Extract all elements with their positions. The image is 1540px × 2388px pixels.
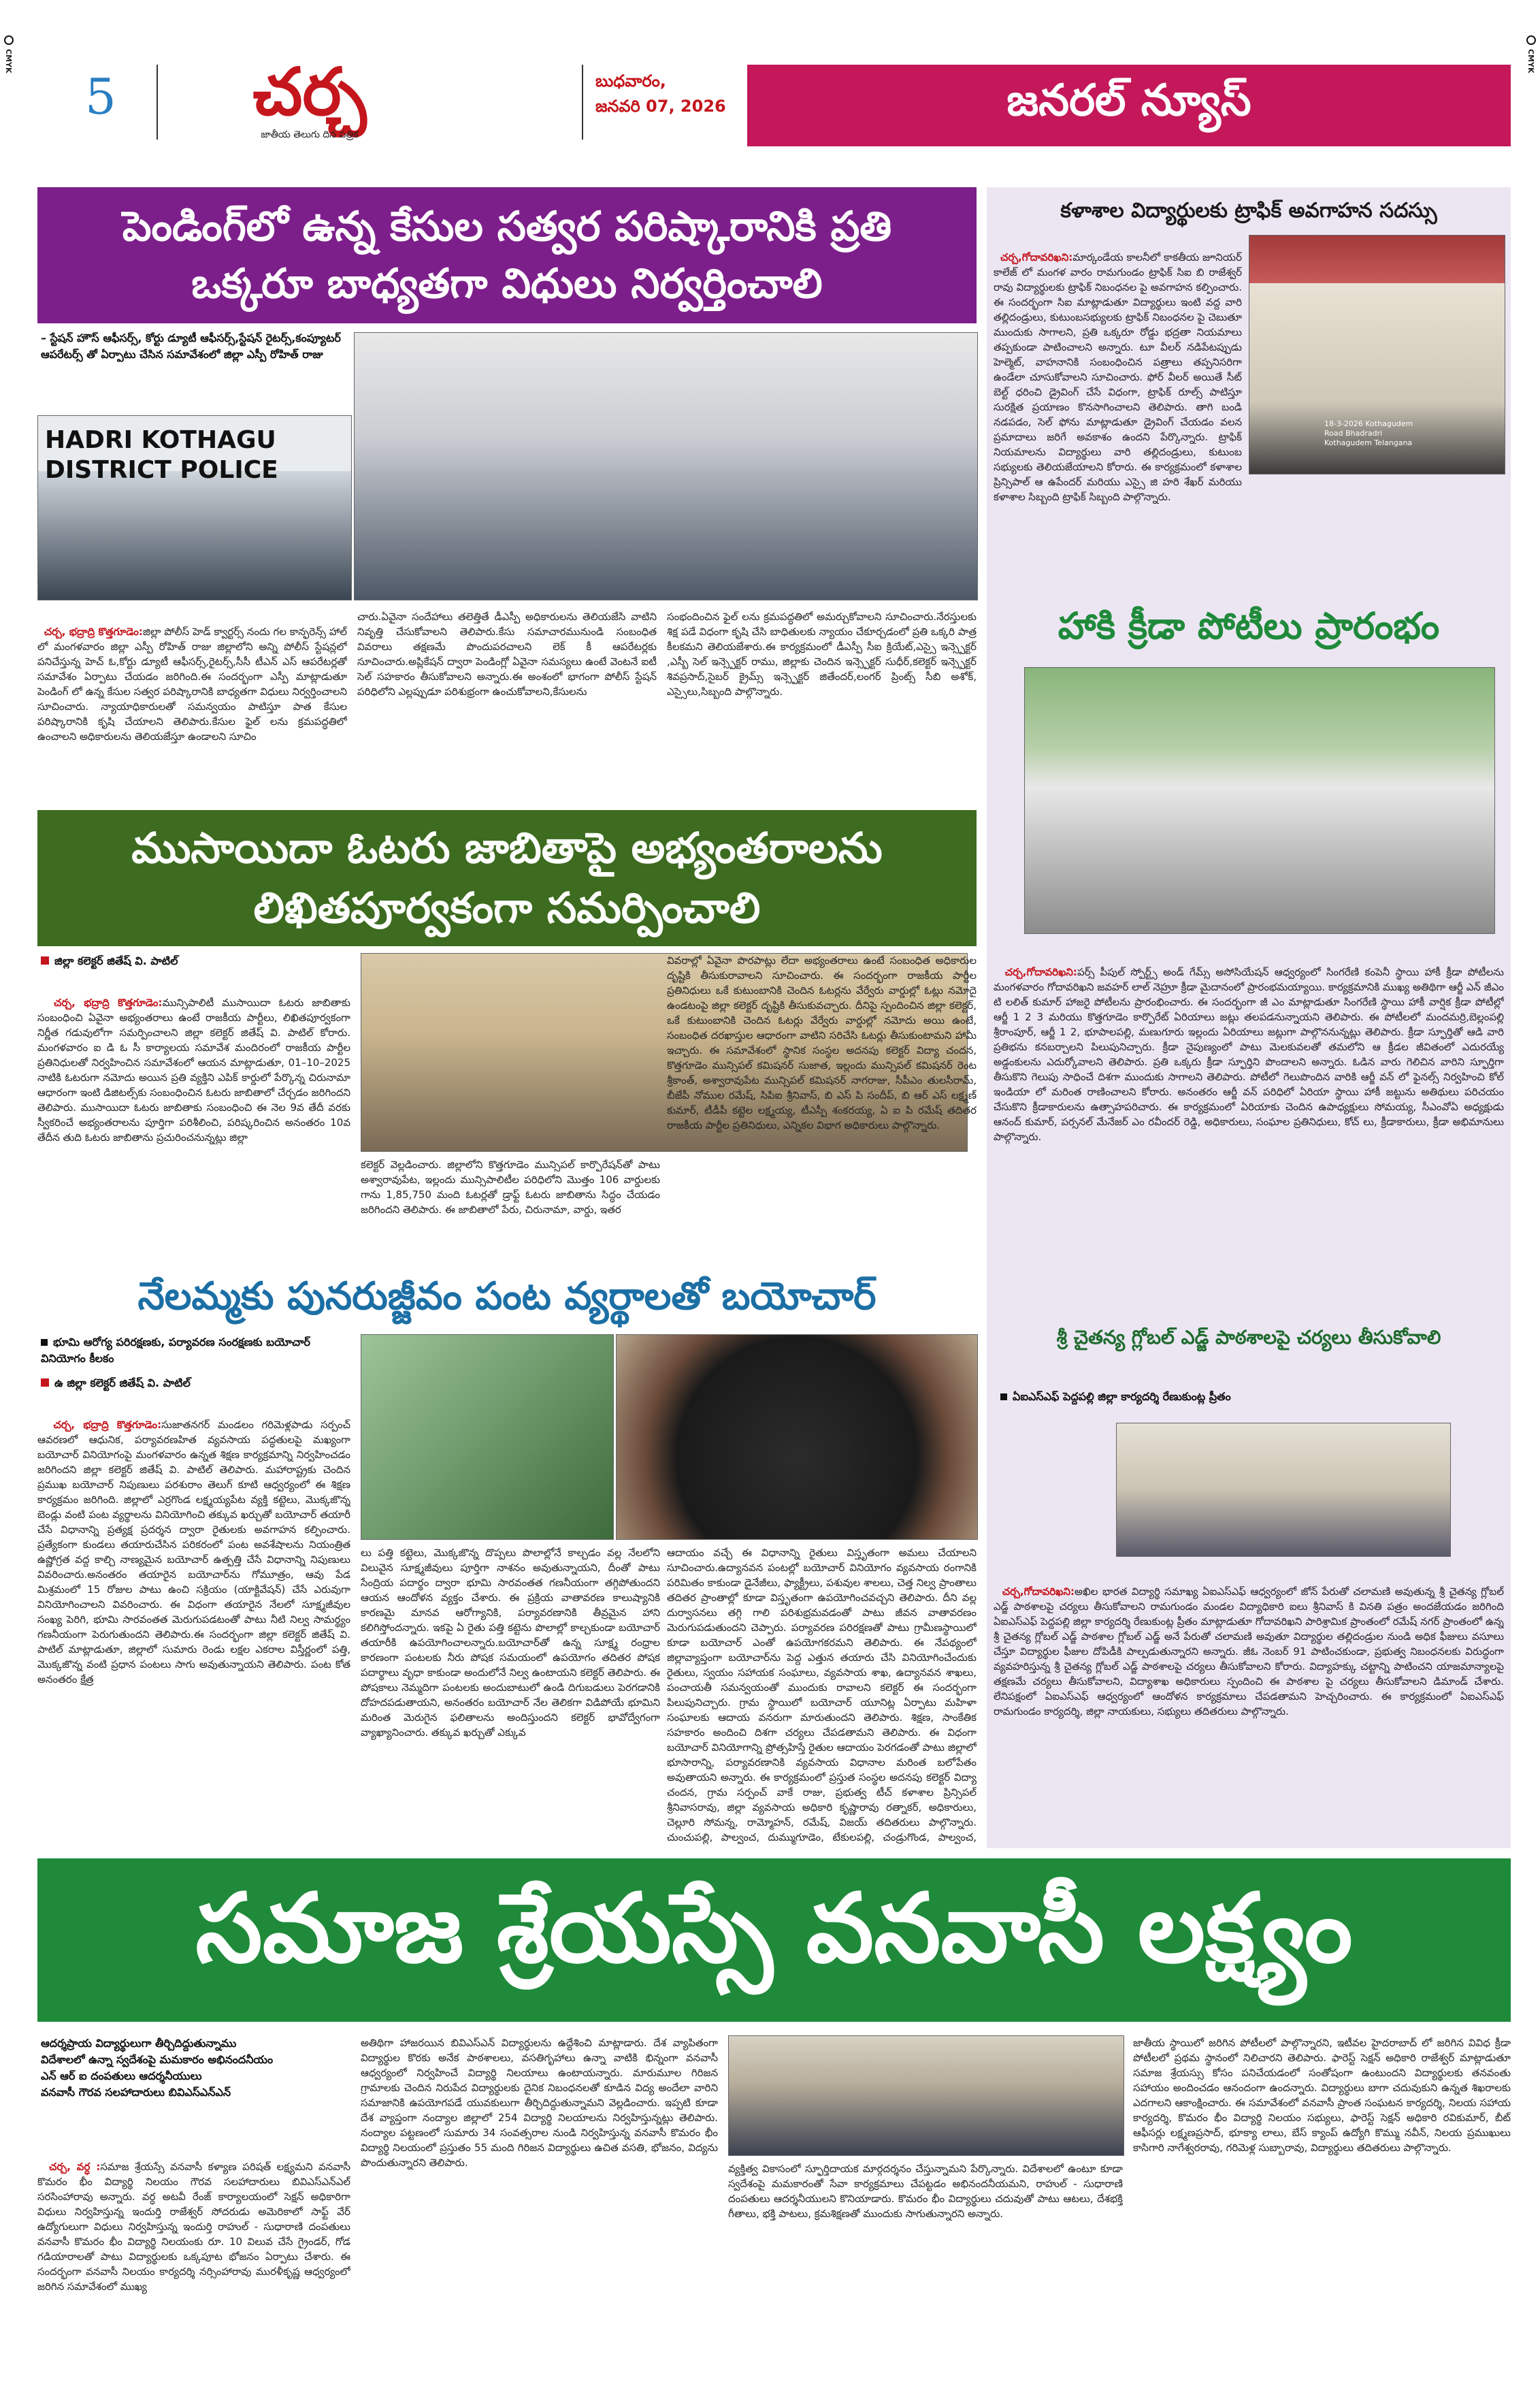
logo-text: చర్చ: [252, 54, 367, 130]
page-number: 5: [85, 68, 116, 125]
story4-col4: జాతీయ స్థాయిలో జరిగిన పోటీలలో పాల్గొన్నారని, ఇటీవల హైదరాబాద్ లో జరిగిన వివిధ క్రీడా పోటీలలో ప్రథమ స్థానంలో నిలిచారని తెలిపారు. ఫారెస్ట్ సెక్షన్ అధికారి రాజేశ్వర్ మాట్లాడుతూ సమాజ శ్రేయస్సు కోసం పనిచేయడంలో సంతోషంగా ఉంటుందని విద్యార్థులకు తనవంతు సహాయం అందించడం ఆనందంగా ఉందన్నారు. విద్యార్థులు బాగా చదువుకుని ఉన్నత శిఖరాలకు ఎదగాలని ఆకాంక్షించారు. ఈ సమావేశంలో వనవాసీ ప్రాంత సంఘటన కార్యదర్శి, నిలయ సహాయ కార్యదర్శి, కొమరం భీం విద్యార్థి నిలయం సభ్యులు, ఫారెస్ట్ సెక్షన్ అధికారి రవికుమార్, బీట్ ఆఫీసర్లు లక్ష్మణప్రసాద్, భూక్యా లాలు, బేస్ క్యాంప్ ఉద్యోగి కొమ్ము నవీన్, నిలయ ప్రముఖులు కాసిగారి నాగేశ్వరరావు, గరిమెళ్ల సుబ్బారావు, విద్యార్థులు తదితరులు పాల్గొన్నారు.: [1133, 2037, 1511, 2154]
story3-col2: లు పత్తి కట్టెలు, మొక్కజొన్న దొప్పలు పొలాల్లోనే కాల్చడం వల్ల నేలలోని విలువైన సూక్ష్మజీవులు పూర్తిగా నాశనం అవుతున్నాయని, దీంతో పాటు సేంద్రియ పదార్థం ద్వారా భూమి సారవంతత గణనీయంగా తగ్గిపోతుందని ఆయన ఆందోళన వ్యక్తం చేశారు. ఈ ప్రక్రియ వాతావరణ కాలుష్యానికి కారణమై మానవ ఆరోగ్యానికి, పర్యావరణానికి తీవ్రమైన హాని కలిగిస్తోందన్నారు. ఇకపై ఏ రైతు పత్తి కట్టెను పొలాల్లో కాల్చకుండా బయోచార్ తయారీకి ఉపయోగించాలన్నారు.బయోచార్‌తో ఉన్న సూక్ష్మ రంధ్రాల కారణంగా పంటలకు నీరు పోషక సమయంలో ఉపయోగం తదితర పోషక పదార్థాలు వృధా కాకుండా అందులోనే నిల్వ ఉంటాయని కలెక్టర్ తెలిపారు. ఈ పోషకాలు నెమ్మదిగా పంటలకు అందుబాటులో ఉండి దిగుబడులు పెరగడానికి దోహదపడుతాయని, అనంతరం బయోచార్ నేల తెలికగా విడిపోయే భూమిని మరింత మెరుగైన ఫలితాలను అందిస్తుందని కలెక్టర్ భావోద్వేగంగా వ్యాఖ్యానించారు. తక్కువ ఖర్చుతో ఎక్కువ: [361, 1547, 660, 1739]
story1-col2: చారు.ఏవైనా సందేహాలు తలెత్తితే డీఎస్పీ అధికారులను తెలియజేసి వాటిని నివృత్తి చేసుకోవాలని తెలిపారు.కేసు సమాచారమునుండి సంబంధిత వివరాలు తక్షణమే పొందుపరచాలని లెక్ కీ ఆపరేటర్లకు సూచించారు.అప్లికేషన్ ద్వారా పెండింగ్లో ఏవైనా సమస్యలు ఉంటే వెంటనే ఐటీ సెల్ సహకారం తీసుకోవాలని అన్నారు.ఈ అంశంలో భాగంగా పోలీస్ స్టేషన్ పరిధిలోని ఎల్లప్పుడూ పరిశుభ్రంగా ఉంచుకోవాలని,కేసులను: [357, 611, 657, 698]
story2-col3: వివరాల్లో ఏవైనా పొరపాట్లు లేదా అభ్యంతరాలు ఉంటే సంబంధిత అధికారుల దృష్టికి తీసుకురావాలని సూచించారు. ఈ సందర్భంగా రాజకీయ పార్టీల ప్రతినిధులు ఒకే కుటుంబానికి చెందిన ఓటర్లను వేర్వేరు వార్డుల్లో ఓట్లు నమోదై ఉండటంపై జిల్లా కలెక్టర్ దృష్టికి తీసుకువచ్చారు. దీనిపై స్పందించిన జిల్లా కలెక్టర్, ఒకే కుటుంబానికి చెందిన ఓటర్లు వేర్వేరు వార్డుల్లో నమోదు అయి ఉంటే, సంబంధిత దరఖాస్తుల ఆధారంగా వాటిని సరిచేసి ఓటర్లు తీసుకుంటామని హామీ ఇచ్చారు. ఈ సమావేశంలో స్థానిక సంస్థల అదనపు కలెక్టర్ విద్యా చందన, కొత్తగూడెం మున్సిపల్ కమిషనర్ సుజాత, ఇల్లందు మున్సిపల్ కమిషనర్ రెంట శ్రీకాంత్, అశ్వారావుపేట మున్సిపల్ కమిషనర్ నాగరాజు, సీపీఎం తులసీరామ్, బీజేపీ నోముల రమేష్, సిపిఐ శ్రీనివాస్, బి ఎస్ పి సందీప్, బి ఆర్ ఎస్ లక్ష్మణ్ కుమార్, టీడీపీ కట్టెల లక్ష్మయ్య, టీఎస్పీ శంకరయ్య, ఏ ఐ పి రమేష్ తదితర రాజకీయ పార్టీల ప్రతినిధులు, ఎన్నికల విభాగ అధికారులు పాల్గొన్నారు.: [667, 954, 977, 1131]
sp-portrait-photo: [37, 415, 352, 600]
logo-tagline: జాతీయ తెలుగు దిన పత్రిక: [261, 129, 359, 140]
story3-col1: చర్చ, భద్రాద్రి కొత్తగూడెం:సుజాతనగర్ మండలం గరిమెళ్లపాడు సర్పంచ్ ఆవరణలో ఆధునిక, పర్యావరణహిత వ్యవసాయ పద్ధతులపై మఖ్యంగా బయోచార్ వినియోగంపై మంగళవారం ఉన్నత శిక్షణ కార్యక్రమాన్ని నిర్వహించడం జరిగిందని జిల్లా కలెక్టర్ జితేష్ వి. పాటిల్ తెలిపారు. మహారాష్ట్రకు చెందిన ప్రముఖ బయోచార్ నిపుణులు పరశురాం తెలుగ్ కూటి ఆధ్వర్యంలో ఈ శిక్షణ కార్యక్రమం జరిగింది. జిల్లాలో ఎర్రగొండ లక్ష్మయ్యపేట వ్యక్తి కట్టెలు, మొక్కజొన్న బెండ్లు వంటి పంట వ్యర్థాలను వినియోగించి తక్కువ ఖర్చుతో బయోచార్ తయారీ చేసే విధానాన్ని ప్రత్యక్ష ప్రదర్శన ద్వారా రైతులకు అవగాహన కల్పించారు. ప్రత్యేకంగా కుండలు తయారుచేసిన పరికరంలో పంట అవశేషాలను నియంత్రిత ఉష్ణోగ్రత వద్ద కాల్చి నాణ్యమైన బయోచార్ ఉత్పత్తి చేసే విధానాన్ని నిపుణులు వివరించారు.అనంతరం తయారైన బయోచార్‌ను గోమూత్రం, ఆవు పేడ మిశ్రమంలో 15 రోజుల పాటు ఉంచి సక్రియం (యాక్టివేషన్) చేసే ఎరువుగా వినియోగించాలని వివరించారు. ఈ విధంగా తయారైన నేలలో సూక్ష్మజీవుల సంఖ్య పెరిగి, భూమి సారవంతత మెరుగుపడటంతో పాటు నీటి నిల్వ సామర్థ్యం గణనీయంగా పెరుగుతుందని తెలిపారు.ఈ సందర్భంగా జిల్లా కలెక్టర్ జితేష్ వి. పాటిల్ మాట్లాడుతూ, జిల్లాలో సుమారు రెండు లక్షల ఎకరాల విస్తీర్ణంలో పత్తి, మొక్కజొన్న వంటి ప్రధాన పంటలు సాగు అవుతున్నాయని తెలిపారు. పంట కోత అనంతరం క్షేత్ర: [37, 1419, 350, 1685]
story4-bullet: ఎన్ ఆర్ ఐ దంపతులు ఆదర్శనీయులు: [41, 2069, 202, 2082]
sidebar1-body: చర్చ,గోదావరిఖని:మార్కండేయ కాలనీలో కాకతీయ జూనియర్ కాలేజ్ లో మంగళ వారం రామగుండం ట్రాఫిక్ సిఐ బి రాజేశ్వర్ రావు విద్యార్థులకు ట్రాఫిక్ నిబంధనల పై అవగాహన కల్పించారు. ఈ సందర్భంగా సిఐ మాట్లాడుతూ విద్యార్థులు ఇంటి వద్ద వారి తల్లిదండ్రులు, కుటుంబసభ్యులకు ట్రాఫిక్ నిబంధనల పై చెబుతూ ముందుకు సాగాలని, ప్రతి ఒక్కరూ రోడ్డు భద్రతా నియమాలు తప్పకుండా పాటించాలని అన్నారు. టూ వీలర్ నడిపేటప్పుడు హెల్మెట్, వాహనానికి సంబంధించిన పత్రాలు తప్పనిసరిగా ఉండేలా చూసుకోవాలని సూచించారు. ఫోర్ వీలర్ అయితే సీట్ బెల్ట్ ధరించి డ్రైవింగ్ చేసే విధంగా, ట్రాఫిక్ రూల్స్ పాటిస్తూ సురక్షిత ప్రయాణం కొనసాగించాలని తెలిపారు. తాగి బండి నడపడం, సెల్ ఫోను మాట్లాడుతూ డ్రైవింగ్ చేయడం వలన ప్రమాదాలు జరిగే అవకాశం ఉందని పేర్కొన్నారు. ట్రాఫిక్ నియమాలను విద్యార్థులు వారి తల్లిదండ్రులు, కుటుంబ సభ్యులకు తెలియజేయాలని కోరారు. ఈ కార్యక్రమంలో కళాశాల ప్రిన్సిపాల్ ఆ ఉపేందర్ మరియు ఎస్సై జి హరి శేఖర్ మరియు కళాశాల సిబ్బంది ట్రాఫిక్ సిబ్బంది పాల్గొన్నారు.: [994, 251, 1242, 503]
students-group-photo: [728, 2035, 1124, 2156]
story4-bullet: వనవాసీ గౌరవ సలహాదారులు బివిఎస్ఎన్ఎన్: [41, 2086, 231, 2099]
story1-col1: చర్చ, భద్రాద్రి కొత్తగూడెం:జిల్లా పోలీస్ హెడ్ క్వార్టర్స్ నందు గల కాన్ఫరెన్స్ హాల్ లో మంగళవారం జిల్లా ఎస్పీ రోహిత్ రాజు జిల్లాలోని అన్ని పోలీస్ స్టేషన్లలో పనిచేస్తున్న హెచ్ ఓ,కోర్టు డ్యూటీ ఆఫీసర్స్,రైటర్స్,సీసీ టీఎన్ ఎస్ ఆపరేటర్లతో సమావేశం ఏర్పాటు చేయడం జరిగింది.ఈ సందర్భంగా ఎస్పీ మాట్లాడుతూ పెండింగ్ లో ఉన్న కేసుల సత్వర పరిష్కారానికి బాధ్యతగా విధులు నిర్వర్తించాలని సూచించారు. న్యాయాధికారులతో సమన్వయం పాటిస్తూ పాత కేసుల పరిష్కారానికి కృషి చేయాలని తెలిపారు.కేసుల ఫైల్ లను క్రమపద్ధతిలో ఉంచాలని అధికారులను తెలియజేస్తూ ఉండాలని సూచిం: [37, 626, 347, 743]
story1-col3: సంభందించిన ఫైల్ లను క్రమపద్ధతిలో అమర్చుకోవాలని సూచించారు.నేరస్తులకు శిక్ష పడే విధంగా కృషి చేసి బాధితులకు న్యాయం చేకూర్చడంలో ప్రతి ఒక్కరి పాత్ర కీలకమని తెలియజేశారు.ఈ కార్యక్రమంలో డీఎస్పీ సీఐ క్రియేట్,ఎస్సై ఇన్స్పెక్టర్ ,ఎస్బీ సెల్ ఇన్స్పెక్టర్ రాము, జిల్లాకు చెందిన ఇన్స్పెక్టర్ సుధీర్,కలెక్టర్ ఇన్స్పెక్టర్ శివప్రసాద్,సైబర్ క్రైమ్స్ ఇన్స్పెక్టర్ జితేందర్,లంగర్ ప్రింట్స్ సీబి అశోక్, ఎస్సైలు,సిబ్బంది పాల్గొన్నారు.: [667, 611, 977, 698]
sidebar3-byline: ఏఐఎస్ఎఫ్ పెద్దపల్లి జిల్లా కార్యదర్శి రేణుకుంట్ల ప్రీతం: [1000, 1389, 1504, 1406]
memorandum-photo: [1116, 1423, 1451, 1557]
story1-headline: పెండింగ్‌లో ఉన్న కేసుల సత్వర పరిష్కారానికి ప్రతి ఒక్కరూ బాధ్యతగా విధులు నిర్వర్తించాలి: [37, 187, 977, 323]
story4-bullet: ఆదర్శప్రాయ విద్యార్థులుగా తీర్చిదిద్దుతున్నాము: [41, 2037, 237, 2050]
section-title: జనరల్ న్యూస్: [1006, 75, 1251, 126]
story2-col2: కలెక్టర్ వెల్లడించారు. జిల్లాలోని కొత్తగూడెం మున్సిపల్ కార్పొరేషన్‌తో పాటు అశ్వారావుపేట, ఇల్లందు మున్సిపాలిటీల పరిధిలోని మొత్తం 106 వార్డులకు గాను 1,85,750 మంది ఓటర్లతో డ్రాఫ్ట్ ఓటరు జాబితాను సిద్ధం చేయడం జరిగిందని తెలిపారు. ఈ జాబితాలో పేరు, చిరునామా, వార్డు, ఇతర: [361, 1159, 660, 1216]
story3-col3: ఆదాయం వచ్చే ఈ విధానాన్ని రైతులు విస్తృతంగా అమలు చేయాలని సూచించారు.ఉద్యానవన పంటల్లో బయోచార్ వినియోగం వ్యవసాయ రంగానికి పరిమితం కాకుండా డైనేజీలు, ఫ్యాక్ట్రీలు, పశువుల శాలలు, చెత్త నిల్వ ప్రాంతాలు తదితర ప్రాంతాల్లో కూడా విస్తృతంగా ఉపయోగించవచ్చని తెలిపారు. దీని వల్ల దుర్వాసనలు తగ్గి గాలి పరిశుభ్రమవడంతో పాటు జీవన వాతావరణం మెరుగుపడుతుందని చెప్పారు. పర్యావరణ పరిరక్షణతో పాటు గ్రామీణస్థాయిలో కూడా బయోచార్ ఎంతో ఉపయోగకరమని తెలిపారు. ఈ నేపథ్యంలో జిల్లావ్యాప్తంగా బయోచార్‌ను పెద్ద ఎత్తున తయారు చేసి వినియోగించేందుకు రైతులు, స్వయం సహాయక సంఘాలు, వ్యవసాయ శాఖ, ఉద్యానవన శాఖలు, పంచాయతీ సమన్వయంతో ముందుకు రావాలని కలెక్టర్ ఈ సందర్భంగా పిలుపునిచ్చారు. గ్రామ స్థాయిలో బయోచార్ యూనిట్ల ఏర్పాటు మహిళా సంఘాలకు ఆదాయ వనరుగా మారుతుందని తెలిపారు. శిక్షణ, సాంకేతిక సహకారం అందించి దిశగా చర్యలు చేపడతామని తెలిపారు. ఈ విధంగా బయోచార్ వినియోగాన్ని ప్రోత్సహిస్తే రైతుల ఆదాయం పెరగడంతో పాటు జిల్లాలో భూసారాన్ని, పర్యావరణానికి వ్యవసాయ విధానాల మరింత బలోపేతం అవుతాయని అన్నారు. ఈ కార్యక్రమంలో ప్రస్తుత సంస్థల అదనపు కలెక్టర్ విద్యా చందన, గ్రామ సర్పంచ్ వాకే రాజు, ప్రభుత్వ టీచ్ కళాశాల ప్రిన్సిపల్ శ్రీనివాసరావు, జిల్లా వ్యవసాయ అధికారి కృష్ణారావు రత్నాకర్, అధికారులు, చెల్లూరి సోమన్న, రామ్మోహన్, రమేష్, విజయ్ తదితరులు పాల్గొన్నారు. చుంచుపల్లి, పాల్వంచ, దుమ్ముగూడెం, టేకులపల్లి, చండ్రుగొండ, పాల్వంచ,: [667, 1547, 977, 1843]
registration-mark-right: CMYK: [1526, 35, 1536, 110]
conference-hall-photo: [354, 332, 978, 600]
registration-mark-left: CMYK: [4, 35, 14, 110]
story1-subhead: – స్టేషన్ హౌస్ ఆఫీసర్స్, కోర్టు డ్యూటీ ఆఫీసర్స్,స్టేషన్ రైటర్స్,కంప్యూటర్ ఆపరేటర్స్ తో ఏర్పాటు చేసిన సమావేశంలో జిల్లా ఎస్పీ రోహిత్ రాజు: [41, 332, 341, 361]
story4-col3: వ్యక్తిత్వ వికాసంలో స్ఫూర్తిదాయక మార్గదర్శనం చేస్తున్నామని పేర్కొన్నారు. విదేశాలలో ఉంటూ కూడా స్వదేశంపై మమకారంతో సేవా కార్యక్రమాలు చేపట్టడం అభినందనీయమని, రాహుల్ - సుధారాణి దంపతులు ఆదర్శనీయులని కొనియాడారు. కొమరం భీం విద్యార్థులు చదువుతో పాటు ఆటలు, దేశభక్తి గీతాలు, భక్తి పాటలు, క్రమశిక్షణతో ముందుకు సాగుతున్నారని అన్నారు.: [728, 2163, 1123, 2220]
story4-col1: చర్చ, వర్ధ :సమాజ శ్రేయస్సే వనవాసీ కళ్యాణ పరిషత్ లక్ష్యమని వనవాసీ కొమరం భీం విద్యార్థి నిలయం గౌరవ సలహాదారులు బివిఎస్ఎన్ఎల్ సరసింహారావు అన్నారు. వర్ధ అటవీ రేంజ్ కార్యాలయంలో సెక్షన్ అధికారిగా విధులు నిర్వహిస్తున్న ఇందుర్తి రాజేశ్వర్ సోదరుడు అమెరికాలో సాఫ్ట్ వేర్ ఉద్యోగులుగా విధులు నిర్వహిస్తున్న ఇందుర్తి రాహుల్ - సుధారాణి దంపతులు వనవాసీ కొమరం భీం విద్యార్థి నిలయంకు రూ. 10 విలువ చేసే గ్రైండర్, గోడ గడియారాలతో పాటు విద్యార్థులకు ఒక్కపూట భోజనం ఏర్పాటు చేశారు. ఈ సందర్భంగా వనవాసీ నిలయం కార్యదర్శి నర్సింహారావు మురళీకృష్ణ ఆధ్వర్యంలో జరిగిన సమావేశంలో ముఖ్య: [37, 2161, 350, 2293]
biochar-pile-photo: [616, 1334, 978, 1540]
sidebar3-headline: శ్రీ చైతన్య గ్లోబల్ ఎడ్జ్ పాఠశాలపై చర్యలు తీసుకోవాలి: [1056, 1326, 1441, 1349]
story4-col2: అతిథిగా హాజరయిన బివిఎస్ఎన్ విద్యార్థులను ఉద్దేశించి మాట్లాడారు. దేశ వ్యాపితంగా విద్యార్థుల కొరకు అనేక పాఠశాలలు, వసతిగృహాలు ఉన్నా వాటికి భిన్నంగా వనవాసీ ఆధ్వర్యంలో నిర్వహించే విద్యార్థి నిలయాలు ఉంటాయన్నారు. మారుమూల గిరిజన గ్రామాలకు చెందిన నిరుపేద విద్యార్థులకు దైనిక నిబంధనలతో కూడిన విద్య అందేలా వారిని సమాజానికి ఉపయోగపడే యువకులుగా తీర్చిదిద్దుతున్నామని వెల్లడించారు. ఇప్పటి కూడా దేశ వ్యాప్తంగా నంద్యాల జిల్లాలో 254 విద్యార్థి నిలయాలను నిర్వహిస్తున్నట్లు తెలిపారు. నంద్యాల పట్టణంలో సుమారు 34 సంవత్సరాల నుండి నిర్వహిస్తున్న వనవాసీ కొమరం భీం విద్యార్థి నిలయంలో ప్రస్తుతం 55 మంది గిరిజన విద్యార్థులు ఉచిత వసతి, భోజనం, విద్యను పొందుతున్నారని తెలిపారు.: [361, 2037, 718, 2169]
story2-col1: చర్చ, భద్రాద్రి కొత్తగూడెం:మున్సిపాలిటీ ముసాయిదా ఓటరు జాబితాకు సంబంధించి ఏవైనా అభ్యంతరాలు ఉంటే రాజకీయ పార్టీలు, లిఖితపూర్వకంగా నిర్ణీత గడువులోగా సమర్పించాలని జిల్లా కలెక్టర్ జితేష్ వి. పాటిల్ కోరారు. మంగళవారం ఐ డి ఓ సీ కార్యాలయ సమావేశ మందిరంలో రాజకీయ పార్టీల ప్రతినిధులతో నిర్వహించిన సమావేశంలో ఆయన మాట్లాడుతూ, 01–10–2025 నాటికి ఓటరుగా నమోదు అయిన ప్రతి వ్యక్తిని ఎపిక్ కార్డులో పేర్కొన్న చిరునామా ఆధారంగా ఇంటి డిజిటల్స్‌కు సంబంధించిన ఓటరు జాబితాలో చేర్చడం జరిగిందని తెలిపారు. ముసాయిదా ఓటరు జాబితాకు సంబంధించి ఈ నెల 9వ తేదీ వరకు స్వీకరించే అభ్యంతరాలను పూర్తిగా పరిశీలించి, పరిష్కరించిన అనంతరం 10వ తేదీన తుది ఓటరు జాబితాను ప్రచురించనున్నట్లు జిల్లా: [37, 997, 350, 1144]
photo-banner-text: HADRI KOTHAGU DISTRICT POLICE: [45, 426, 278, 484]
story3-headline: నేలమ్మకు పునరుజ్జీవం పంట వ్యర్థాలతో బయోచార్: [37, 1266, 977, 1327]
story2-headline: ముసాయిదా ఓటరు జాబితాపై అభ్యంతరాలను లిఖితపూర్వకంగా సమర్పించాలి: [37, 810, 977, 946]
story3-subhead-1: భూమి ఆరోగ్య పరిరక్షణకు, పర్యావరణ సంరక్షణకు బయోచార్ వినియోగం కీలకం: [41, 1336, 310, 1365]
sidebar2-body: చర్చ,గోదావరిఖని:పర్స్ పీపుల్ స్పోర్ట్స్ అండ్ గేమ్స్ అసోసియేషన్ ఆధ్వర్యంలో సింగరేణి కంపెనీ స్థాయి హాకీ క్రీడా పోటీలను మంగళవారం గోదావరిఖని జవహర్ లాల్ నెహ్రూ క్రీడా మైదానంలో ప్రారంభమయ్యాయి. కార్యక్రమానికి ముఖ్య అతిథిగా ఆర్జీ ఎన్ జీఎం టి లలిత్ కుమార్ హాజరై పోటీలను ప్రారంభించారు. ఈ సందర్భంగా జీ ఎం మాట్లాడుతూ సింగరేణి స్థాయి హాకీ వార్షిక క్రీడా పోటీల్లో ఆర్జీ 1 2 3 మరియు కొత్తగూడెం కార్పొరేట్ ఏరియాలు జట్లు తలపడనున్నాయని తెలిపారు. ఈ పోటీలలో మందమర్రి,బెల్లంపల్లి శ్రీరాంపూర్, ఆర్జీ 1 2, భూపాలపల్లి, మణుగూరు ఇల్లందు ఏరియాలు జట్లుగా పాల్గొననున్నట్లు తెలిపారు. క్రీడా స్ఫూర్తితో ఆడి వారి ప్రతిభను కనబర్చాలని పిలుపునిచ్చారు. క్రీడా నైపుణ్యంలో పాటు మెలకువలతో తమలోని ఆ క్రీడల జీవితంలో ఎదురయ్యే అడ్డంకులను ఎదుర్కోవాలని తెలిపారు. ప్రతి ఒక్కరు క్రీడా స్ఫూర్తిని పొందాలని అన్నారు. ఓడిన వారు గెలిచిన వారిని స్ఫూర్తిగా తీసుకొని గెలుపు సాధించే దిశగా ముందుకు సాగాలని తెలిపారు. పోటీలో గెలుపొందిన వారికి ఆర్జీ వన్ లో ఫైనల్స్ నిర్వహించి కోల్ ఇండియా లో మరింత రాణించాలని కోరారు. అనంతరం ఆర్జీ వన్ పరిధిలో ఏరియా స్థాయి హాకీ జట్టును అతిథులు పరిచయం చేసుకొని క్రీడాకారులను ఉత్సాహపరిచారు. ఈ కార్యక్రమంలో ఏరియాకు చెందిన ఉపాధ్యక్షులు సోమయ్య, సీఎంవోఏ అధ్యక్షుడు ఆనంద్ కుమార్, పర్సనల్ మేనేజర్ ఎం రవీందర్ రెడ్డి, అధికారులు, సంఘాల ప్రతినిధులు, కోచ్ లు, క్రీడాకారులు, క్రీడా అభిమానులు పాల్గొన్నారు.: [994, 966, 1504, 1143]
newspaper-logo: [187, 54, 432, 150]
masthead: [37, 48, 745, 157]
sidebar1-headline: కళాశాల విద్యార్థులకు ట్రాఫిక్ అవగాహన సదస్సు: [1060, 199, 1437, 223]
photo-timestamp-caption: 18-3-2026 Kothagudem Road Bhadradri Kothagudem Telangana: [1324, 419, 1413, 447]
biochar-group-photo: [361, 1334, 614, 1540]
bottom-banner: [37, 1858, 1511, 2022]
story3-subhead-2: ఉ జిల్లా కలెక్టర్ జితేష్ వి. పాటిల్: [41, 1375, 354, 1393]
story4-bullet: విదేశాలలో ఉన్నా స్వదేశంపై మమకారం అభినందనీయం: [41, 2053, 274, 2066]
issue-day: బుధవారం,: [595, 71, 666, 91]
issue-date: జనవరి 07, 2026: [595, 97, 726, 116]
story4-bullets: [41, 2035, 354, 2137]
traffic-awareness-photo: [1249, 235, 1505, 474]
banner-headline: సమాజ శ్రేయస్సే వనవాసీ లక్ష్యం: [195, 1873, 1353, 1984]
story2-byline: జిల్లా కలెక్టర్ జితేష్ వి. పాటిల్: [41, 953, 354, 971]
section-header: [747, 65, 1511, 146]
sidebar3-body: చర్చ,గోదావరిఖని:అఖిల భారత విద్యార్థి సమాఖ్య ఏఐఎస్ఎఫ్ ఆధ్వర్యంలో జోన్ పేరుతో చలామణి అవుతున్న శ్రీ చైతన్య గ్లోబల్ ఎడ్జ్ పాఠశాలపై చర్యలు తీసుకోవాలని రామగుండం మండల విద్యాధికారి ఐలు శ్రీనివాస్ కి వినతి పత్రం అందజేయడం జరిగింది ఏఐఎస్ఎఫ్ పెద్దపల్లి జిల్లా కార్యదర్శి రేణుకుంట్ల ప్రీతం మాట్లాడుతూ గోదావరిఖని పారిశ్రామిక ప్రాంతంలో రమేష్ నగర్ ప్రాంతంలో ఉన్న శ్రీ చైతన్య గ్లోబల్ ఎడ్జ్ పాఠశాల గ్లోబల్ ఎడ్జ్ అనే పేరుతో చలామణి అవుతూ విద్యార్థుల తల్లిదండ్రుల నుండి అధిక ఫీజులు వసూలు చేస్తూ విద్యార్థుల ఫీజుల దోపిడీకి పాల్పడుతున్నారని అన్నారు. జీఓ నెంబర్ 91 పాటించకుండా, ప్రభుత్వ నిబంధనలకు విరుద్ధంగా వ్యవహరిస్తున్న శ్రీ చైతన్య గ్లోబల్ ఎడ్జ్ పాఠశాలపై చర్యలు తీసుకోవాలని కోరారు. విద్యాహక్కు చట్టాన్ని పాటించని యాజమాన్యాలపై తక్షణమే చర్యలు తీసుకోవాలని, విద్యాశాఖ అధికారులు స్పందించి ఈ పాఠశాల పై చర్యలు తీసుకోవాలని డిమాండ్ చేశారు. లేనిపక్షంలో ఏఐఎస్ఎఫ్ ఆధ్వర్యంలో ఆందోళన కార్యక్రమాలు చేపడతామని హెచ్చరించారు. ఈ కార్యక్రమంలో ఏఐఎస్ఎఫ్ రామగుండం కార్యదర్శి, జిల్లా నాయకులు, సభ్యులు తదితరులు పాల్గొన్నారు.: [994, 1585, 1504, 1717]
hockey-inauguration-photo: [1024, 667, 1495, 934]
sidebar2-headline: హాకి క్రీడా పోటీలు ప్రారంభం: [1058, 604, 1440, 647]
